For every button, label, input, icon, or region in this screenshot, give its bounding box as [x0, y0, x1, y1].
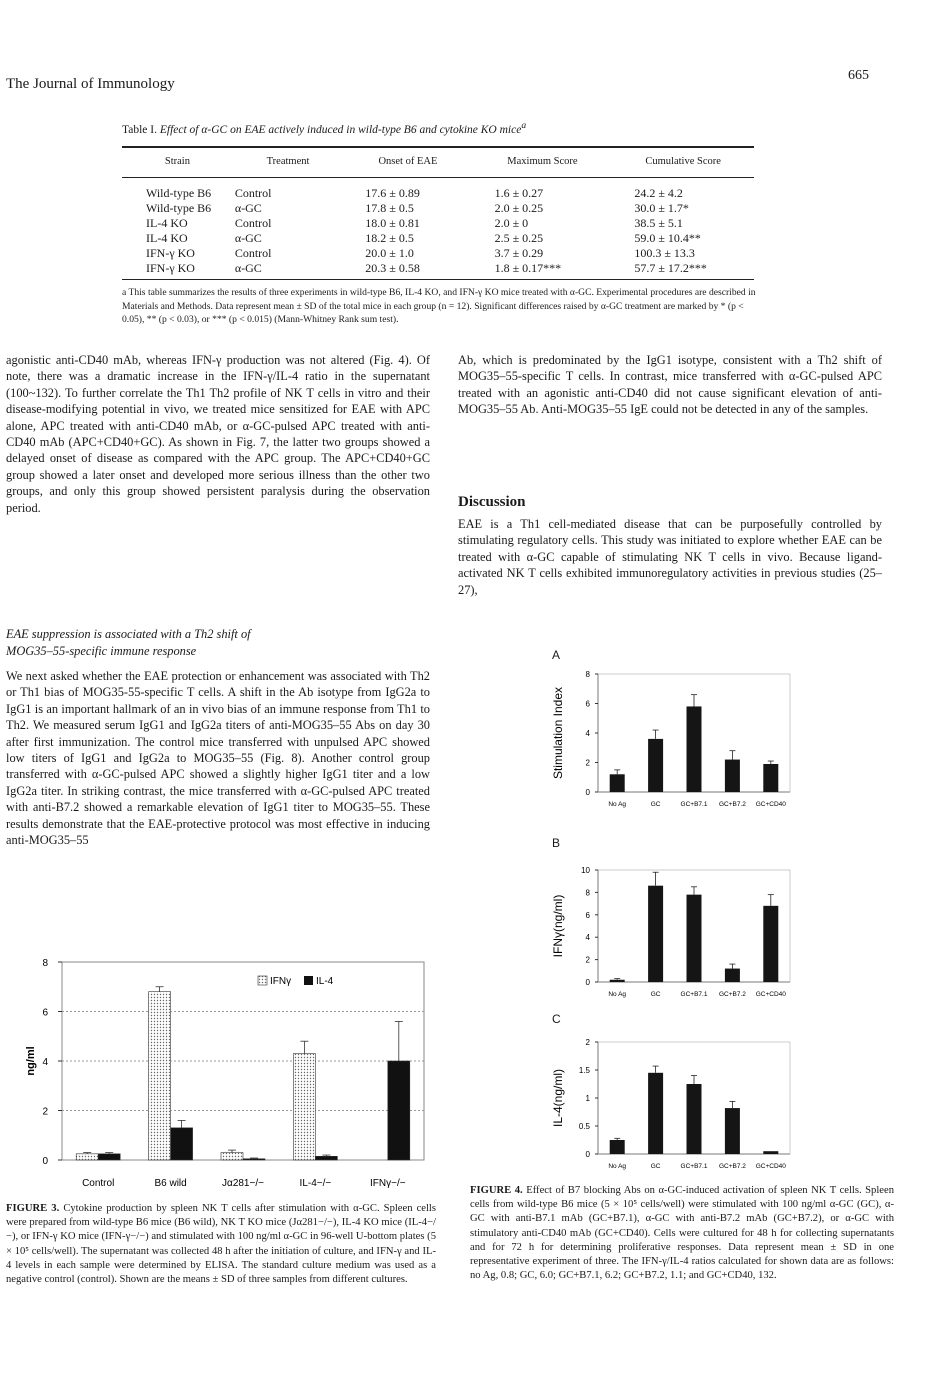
x-tick-label: B6 wild	[154, 1178, 187, 1189]
bar	[221, 1153, 243, 1160]
bar	[687, 1084, 702, 1154]
table-cell: 3.7 ± 0.29	[494, 246, 544, 260]
bar	[610, 980, 625, 982]
table-cell: 17.6 ± 0.89	[365, 186, 420, 200]
bar	[725, 1108, 740, 1154]
right-paragraph-2: EAE is a Th1 cell-mediated disease that can be purposefully controlled by stimulating regulatory cells. This study was initiated to explore whether EAE can be treated with α-GC capable of stimulating NK T cells in vivo. Because ligand-activated NK T cells exhibited immunoregulatory activities in previous studies (25–27),	[458, 517, 882, 597]
results-table	[122, 146, 754, 280]
y-tick-label: 1.5	[578, 1066, 590, 1075]
table-row	[122, 178, 754, 202]
table-cell: Control	[234, 246, 272, 260]
table-header-cell: Treatment	[233, 147, 343, 178]
table-cell: 18.0 ± 0.81	[365, 216, 420, 230]
x-tick-label: GC	[650, 801, 661, 808]
table-cell: 20.3 ± 0.58	[343, 261, 472, 280]
legend-swatch-il4	[304, 976, 313, 985]
table-row	[122, 201, 754, 216]
y-tick-label: 4	[42, 1057, 48, 1068]
y-tick-label: 2	[585, 955, 590, 965]
y-tick-label: 6	[585, 910, 590, 920]
bar	[610, 774, 625, 792]
table-cell: 100.3 ± 13.3	[634, 246, 695, 260]
bar	[763, 906, 778, 982]
bar	[293, 1054, 315, 1160]
y-axis-label: IL-4(ng/ml)	[551, 1068, 565, 1128]
table-cell: 20.0 ± 1.0	[365, 246, 414, 260]
bar	[763, 1151, 778, 1154]
table-footnote: a This table summarizes the results of three experiments in wild-type B6, IL-4 KO, and IFN-γ KO mice treated with α-GC. Experimental procedures are described in Materials and Methods. Data represent mean ± SD of the total mice in each group (n = 12). Significant differences raised by α-GC treatment are marked by * (p < 0.05), ** (p < 0.03), or *** (p < 0.015) (Mann-Whitney Rank sum test).	[122, 287, 756, 325]
table-cell: Control	[234, 186, 272, 200]
x-tick-label: GC+B7.1	[680, 991, 708, 998]
table-row	[122, 246, 754, 261]
y-tick-label: 10	[581, 866, 590, 875]
bar	[98, 1154, 120, 1160]
bar	[149, 992, 171, 1160]
table-cell: IFN-γ KO	[146, 246, 195, 260]
bar	[171, 1128, 193, 1160]
figure-4b-chart	[540, 860, 800, 1010]
table-cell: 1.8 ± 0.17***	[473, 261, 613, 280]
bar	[725, 969, 740, 982]
y-axis-label: Stimulation Index	[551, 686, 565, 780]
y-axis-label: ng/ml	[25, 1046, 37, 1076]
y-tick-label: 8	[585, 888, 590, 898]
table-cell: 59.0 ± 10.4**	[634, 231, 701, 245]
bar	[610, 1140, 625, 1154]
x-tick-label: Jα281−/−	[222, 1178, 264, 1189]
bar	[315, 1156, 337, 1160]
left-paragraph-1: agonistic anti-CD40 mAb, whereas IFN-γ production was not altered (Fig. 4). Of note, there was a dramatic increase in the IFN-γ/IL-4 ratio in the supernatant (100~132). To further correlate the Th1 Th2 profile of NK T cells in vitro and their disease-modifying potential in vivo, we treated mice sensitized for EAE with APC alone, APC treated with anti-CD40 mAb, or α-GC-pulsed APC treated with anti-CD40 mAb (APC+CD40+GC). As shown in Fig. 7, the latter two groups showed a delayed onset of disease as compared with the APC group. The APC+CD40+GC group showed a later onset and developed more serious illness than the other two groups, and only this group showed persistent paralysis during the observation period.	[6, 353, 430, 515]
figure-3-label: FIGURE 3.	[6, 1203, 60, 1214]
y-tick-label: 0	[585, 1150, 590, 1159]
table-cell: 2.0 ± 0	[494, 216, 529, 230]
page-number: 665	[848, 68, 869, 83]
table-label: Table I.	[122, 123, 157, 136]
x-tick-label: GC+B7.2	[718, 801, 746, 808]
x-tick-label: GC+B7.2	[718, 991, 746, 998]
x-tick-label: GC+B7.1	[680, 801, 708, 808]
table-header-cell: Maximum Score	[473, 147, 613, 178]
y-tick-label: 0	[585, 788, 590, 797]
y-tick-label: 2	[42, 1106, 48, 1118]
subheading-line-1: EAE suppression is associated with a Th2 shift of	[6, 627, 251, 641]
figure-4-caption-text: Effect of B7 blocking Abs on α-GC-induced activation of spleen NK T cells. Spleen cells from wild-type B6 mice (5 × 10⁵ cells/well) were stimulated with 100 ng/ml α-GC (GC), α-GC with anti-B7.1 mAb (GC+B7.1), α-GC with anti-B7.2 mAb (GC+B7.2), or α-GC with stimulatory anti-CD40 mAb (GC+CD40). Cells were cultured for 48 h for collecting supernatants and for 72 h for determining proliferative responses. Data represent mean ± SD in one representative experiment of three. The IFN-γ/IL-4 ratios calculated for shown data are as follows: no Ag, 0.8; GC, 6.0; GC+B7.1, 6.2; GC+B7.2, 1.1; and GC+CD40, 132.	[470, 1185, 894, 1282]
y-tick-label: 0	[585, 978, 590, 987]
figure-4a-chart	[540, 664, 800, 824]
table-cell: IL-4 KO	[146, 216, 188, 230]
figure-4c-chart	[540, 1032, 800, 1182]
x-tick-label: Control	[82, 1178, 115, 1189]
y-tick-label: 2	[585, 1038, 590, 1047]
y-tick-label: 6	[585, 699, 590, 709]
y-tick-label: 4	[585, 933, 590, 943]
discussion-heading: Discussion	[458, 494, 526, 510]
y-tick-label: 6	[42, 1007, 48, 1019]
y-tick-label: 4	[585, 729, 590, 738]
table-cell: 18.2 ± 0.5	[365, 231, 414, 245]
x-tick-label: No Ag	[608, 801, 627, 808]
journal-title: The Journal of Immunology	[6, 76, 175, 92]
table-cell: Wild-type B6	[146, 201, 212, 215]
table-cell: 24.2 ± 4.2	[634, 186, 683, 200]
table-title-text: Effect of α-GC on EAE actively induced in wild-type B6 and cytokine KO mice	[159, 123, 522, 136]
x-tick-label: GC+CD40	[755, 1163, 786, 1170]
table-cell: IFN-γ KO	[122, 261, 233, 280]
bar	[687, 706, 702, 792]
table-cell: Wild-type B6	[146, 186, 212, 200]
table-cell: α-GC	[234, 201, 262, 215]
x-tick-label: IFNγ−/−	[370, 1178, 406, 1189]
figure-3-caption	[6, 1202, 436, 1287]
bar	[648, 1073, 663, 1154]
bar	[687, 895, 702, 982]
y-tick-label: 8	[42, 958, 48, 969]
y-tick-label: 1	[585, 1094, 590, 1103]
table-cell: 38.5 ± 5.1	[634, 216, 683, 230]
table-body	[122, 178, 754, 280]
legend-label: IL-4	[316, 976, 334, 987]
figure-3-caption-text: Cytokine production by spleen NK T cells after stimulation with α-GC. Spleen cells were prepared from wild-type B6 mice (B6 wild), NK T KO mice (Jα281−/−), IL-4 KO mice (IL-4−/−), or IFN-γ KO mice (IFN-γ−/−) and stimulated with 100 ng/ml α-GC in 96-well U-bottom plates (5 × 10⁵ cells/well). The supernatant was collected 48 h after the initiation of culture, and IFN-γ and IL-4 levels in each sample were determined by ELISA. The standard culture medium was used as a negative control (control). Shown are the means ± SD of three samples from different cultures.	[6, 1203, 436, 1286]
table-row	[122, 261, 754, 280]
table-cell: α-GC	[233, 261, 343, 280]
table-header-cell: Cumulative Score	[612, 147, 754, 178]
figure-4-caption	[470, 1184, 894, 1283]
panel-c-label: C	[552, 1012, 561, 1026]
bar	[648, 886, 663, 982]
x-tick-label: GC+CD40	[755, 991, 786, 998]
y-tick-label: 2	[585, 758, 590, 768]
bar	[763, 764, 778, 792]
bar	[725, 760, 740, 792]
table-row	[122, 231, 754, 246]
panel-a-label: A	[552, 648, 561, 662]
panel-b-label: B	[552, 836, 561, 850]
bar	[388, 1061, 410, 1160]
x-tick-label: GC+B7.1	[680, 1163, 708, 1170]
table-cell: IL-4 KO	[146, 231, 188, 245]
legend-swatch-ifng	[258, 976, 267, 985]
x-tick-label: No Ag	[608, 1163, 627, 1170]
x-tick-label: GC+CD40	[755, 801, 786, 808]
table-title	[122, 120, 526, 136]
table-cell: 2.5 ± 0.25	[494, 231, 544, 245]
bar	[76, 1154, 98, 1160]
x-tick-label: GC	[650, 1163, 661, 1170]
table-title-sup: a	[521, 120, 527, 131]
x-tick-label: No Ag	[608, 991, 627, 998]
section-subheading	[6, 626, 430, 660]
table-header-cell: Onset of EAE	[343, 147, 472, 178]
left-paragraph-2: We next asked whether the EAE protection or enhancement was associated with Th2 or Th1 bias of MOG35-55-specific T cells. A shift in the Ab isotype from IgG2a to IgG1 is an important hallmark of an in vivo bias of an immune response from Th1 to Th2. We measured serum IgG1 and IgG2a titers of anti-MOG35–55 Abs on day 30 after first immunization. The control mice transferred with unpulsed APC showed low titers of IgG1 and IgG2a to MOG35–55 (Fig. 8). Another control group transferred with α-GC-pulsed APC showed a slightly higher IgG1 titer and a low IgG2a titer. In striking contrast, the mice transferred with α-GC-pulsed APC treated with anti-B7.2 showed a remarkable elevation of IgG1 titer to MOG35–55. These results demonstrate that the EAE-protective protocol was most effective in inducing anti-MOG35–55	[6, 669, 430, 848]
bar	[243, 1159, 265, 1160]
legend-label: IFNγ	[270, 976, 292, 987]
table-cell: 17.8 ± 0.5	[365, 201, 414, 215]
right-paragraph-1: Ab, which is predominated by the IgG1 isotype, consistent with a Th2 shift of MOG35–55-specific T cells. In contrast, mice transferred with α-GC-pulsed APC treated with an agonistic anti-CD40 did not cause significant elevation of anti-MOG35–55 Ab. Anti-MOG35–55 IgE could not be detected in any of the samples.	[458, 353, 882, 417]
figure-3-chart	[0, 948, 444, 1196]
table-row	[122, 216, 754, 231]
table-cell: 1.6 ± 0.27	[494, 186, 544, 200]
y-axis-label: IFNγ(ng/ml)	[551, 894, 565, 958]
table-cell: 57.7 ± 17.2***	[612, 261, 754, 280]
y-tick-label: 8	[585, 670, 590, 679]
x-tick-label: GC	[650, 991, 661, 998]
table-header-cell: Strain	[122, 147, 233, 178]
x-tick-label: GC+B7.2	[718, 1163, 746, 1170]
subheading-line-2: MOG35–55-specific immune response	[6, 644, 197, 658]
table-cell: 30.0 ± 1.7*	[634, 201, 689, 215]
y-tick-label: 0	[42, 1156, 48, 1167]
bar	[648, 739, 663, 792]
table-cell: Control	[234, 216, 272, 230]
x-tick-label: IL-4−/−	[299, 1178, 332, 1189]
table-cell: 2.0 ± 0.25	[494, 201, 544, 215]
y-tick-label: 0.5	[578, 1122, 590, 1131]
figure-4-label: FIGURE 4.	[470, 1185, 523, 1196]
table-cell: α-GC	[234, 231, 262, 245]
